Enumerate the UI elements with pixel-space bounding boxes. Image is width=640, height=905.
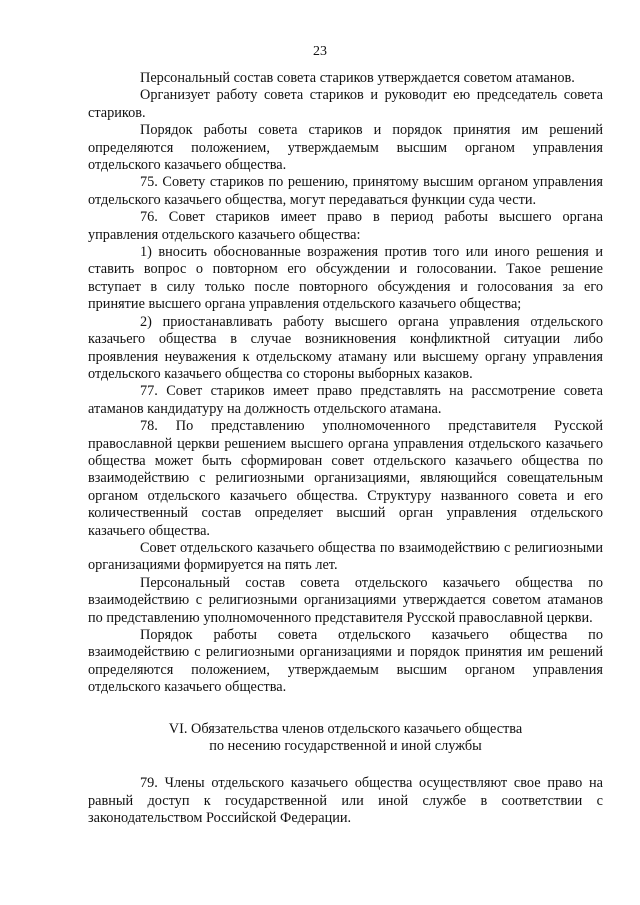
- paragraph-3: Порядок работы совета стариков и порядок принятия им решений определяются положением, утверждаемым высшим органом управления отдельского казачьего общества.: [88, 122, 603, 174]
- paragraph-78-council-composition: Персональный состав совета отдельского казачьего общества по взаимодействию с религиозными организациями утверждается советом атаманов по представлению уполномоченного представителя Русской православной церкви.: [88, 574, 603, 626]
- paragraph-76-item-1: 1) вносить обоснованные возражения против того или иного решения и ставить вопрос о повторном его обсуждении и голосовании. Такое решение вступает в силу только после повторного обсуждения и голосования за его принятие высшего органа управления отдельского казачьего общества;: [88, 244, 603, 313]
- section-heading-line-2: по несению государственной и иной службы: [209, 738, 482, 755]
- paragraph-1: Персональный состав совета стариков утверждается советом атаманов.: [140, 70, 575, 86]
- paragraph-2: Организует работу совета стариков и руководит ею председатель совета стариков.: [88, 87, 603, 121]
- paragraph-78-council-procedure: Порядок работы совета отдельского казачьего общества по взаимодействию с религиозными организациями и порядок принятия им решений определяются положением, утверждаемым высшим органом управления отдельского казачьего общества.: [88, 627, 603, 696]
- paragraph-78: 78. По представлению уполномоченного представителя Русской православной церкви решением высшего органа управления отдельского казачьего общества может быть сформирован совет отдельского казачьего общества по взаимодействию с религиозными организациями, являющийся совещательным органом отдельского казачьего общества. Структуру названного совета и его количественный состав определяет высший орган управления отдельского казачьего общества.: [88, 418, 603, 539]
- paragraph-77: 77. Совет стариков имеет право представлять на рассмотрение совета атаманов кандидатуру на должность отдельского атамана.: [88, 383, 603, 417]
- paragraph-78-council-term: Совет отдельского казачьего общества по взаимодействию с религиозными организациями формируется на пять лет.: [88, 539, 603, 574]
- paragraph-79: 79. Члены отдельского казачьего общества осуществляют свое право на равный доступ к государственной или иной службе в соответствии с законодательством Российской Федерации.: [88, 775, 603, 827]
- paragraph-76-item-2: 2) приостанавливать работу высшего органа управления отдельского казачьего общества в случае возникновения конфликтной ситуации либо проявления неуважения к отдельскому атаману или высшему органу управления отдельского казачьего общества со стороны выборных казаков.: [88, 313, 603, 382]
- section-heading: [88, 721, 603, 756]
- page-number: 23: [313, 44, 327, 59]
- section-heading-line-1: VI. Обязательства членов отдельского казачьего общества: [168, 720, 523, 737]
- document-body: [88, 70, 603, 828]
- paragraph-76: 76. Совет стариков имеет право в период работы высшего органа управления отдельского казачьего общества:: [88, 209, 603, 243]
- paragraph-75: 75. Совету стариков по решению, принятому высшим органом управления отдельского казачьего общества, могут передаваться функции суда чести.: [88, 174, 603, 208]
